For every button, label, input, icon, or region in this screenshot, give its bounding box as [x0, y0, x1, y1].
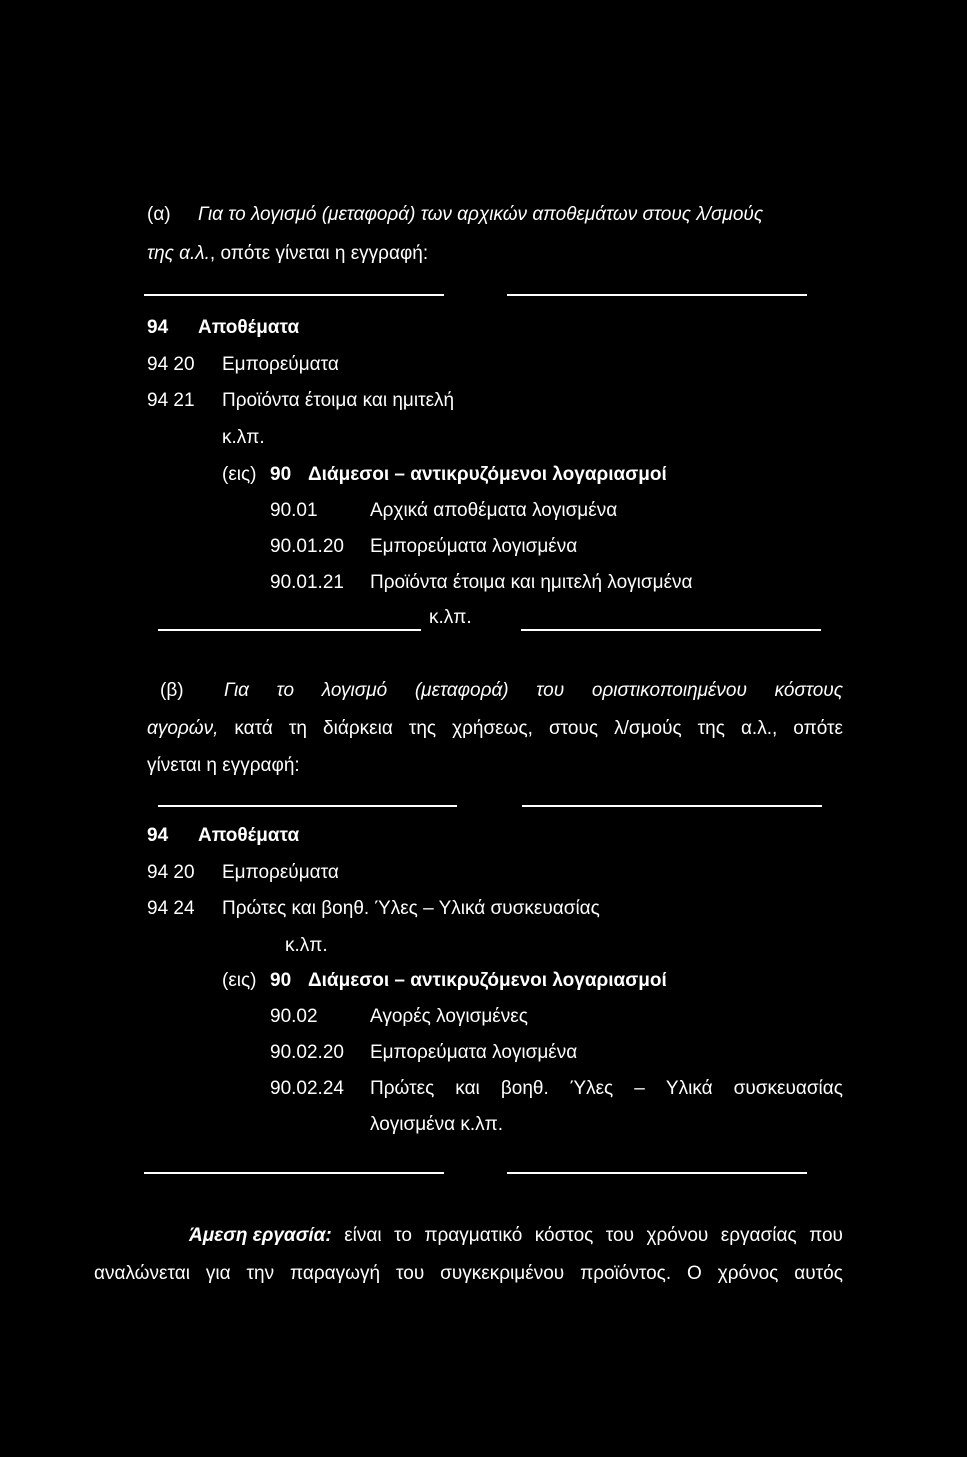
- a-credit-main-name: Διάμεσοι – αντικρυζόμενοι λογαριασμοί: [308, 464, 667, 485]
- footer-word: του: [605, 1225, 634, 1246]
- footer-word: συγκεκριμένου: [440, 1263, 565, 1284]
- footer-word: παραγωγή: [290, 1263, 381, 1284]
- debit-rule-top: [144, 294, 444, 296]
- a-credit-sub2-name: Εμπορεύματα λογισμένα: [370, 536, 578, 557]
- b-debit-sub1-code: 94 20: [147, 862, 195, 883]
- footer-word: εργασίας: [720, 1225, 797, 1246]
- b-credit-sub3-name: [370, 1079, 843, 1098]
- footer-word: το: [394, 1225, 412, 1246]
- b-intro-word: λογισμό: [321, 680, 388, 701]
- b-intro-word: Για: [224, 680, 250, 701]
- b-intro-word: κατά: [234, 718, 273, 739]
- a-debit-sub1-name: Εμπορεύματα: [222, 354, 339, 375]
- a-credit-sub1-code: 90.01: [270, 500, 318, 521]
- a-debit-sub2-code: 94 21: [147, 390, 195, 411]
- footer-word: χρόνος: [717, 1263, 779, 1284]
- b-credit-sub2-name: Εμπορεύματα λογισμένα: [370, 1042, 578, 1063]
- a-credit-etc: κ.λπ.: [429, 607, 472, 628]
- b-intro-word: το: [276, 680, 295, 701]
- section-b-intro-line2: [147, 719, 843, 738]
- b-credit-sub3-word: Υλικά: [665, 1078, 713, 1099]
- b-credit-sub3-cont: λογισμένα κ.λπ.: [370, 1114, 504, 1135]
- footer-word: αναλώνεται: [94, 1263, 190, 1284]
- b-credit-sub3-word: Πρώτες: [370, 1078, 435, 1099]
- b-intro-word: (μεταφορά): [414, 680, 509, 701]
- b-intro-word: του: [536, 680, 565, 701]
- b-credit-main-code: 90: [270, 970, 292, 991]
- b-debit-main-code: 94: [147, 825, 169, 846]
- credit-rule-bottom-b: [507, 1172, 807, 1174]
- b-intro-word: της: [697, 718, 725, 739]
- footer-word: Ο: [687, 1263, 702, 1284]
- a-debit-main-code: 94: [147, 317, 169, 338]
- b-debit-sub1-name: Εμπορεύματα: [222, 862, 339, 883]
- footer-word: προϊόντος.: [580, 1263, 672, 1284]
- b-credit-sub1-code: 90.02: [270, 1006, 318, 1027]
- b-credit-sub2-code: 90.02.20: [270, 1042, 344, 1063]
- b-credit-sub3-word: –: [634, 1078, 645, 1099]
- b-intro-word: λ/σμούς: [614, 718, 682, 739]
- b-credit-sub3-word: και: [455, 1078, 480, 1099]
- footer-line2: [94, 1264, 843, 1283]
- a-debit-sub2-name: Προϊόντα έτοιμα και ημιτελή: [222, 390, 455, 411]
- a-credit-sub3-code: 90.01.21: [270, 572, 344, 593]
- section-a-intro-rest: , οπότε γίνεται η εγγραφή:: [209, 243, 429, 264]
- footer-word: που: [809, 1225, 843, 1246]
- b-intro-word: κόστους: [774, 680, 843, 701]
- b-credit-sub3-word: συσκευασίας: [733, 1078, 843, 1099]
- a-debit-sub1-code: 94 20: [147, 354, 195, 375]
- debit-rule-top-b: [158, 805, 457, 807]
- footer-word: είναι: [344, 1225, 382, 1246]
- b-intro-word: τη: [288, 718, 307, 739]
- a-credit-sub2-code: 90.01.20: [270, 536, 344, 557]
- section-b-label: (β): [160, 680, 184, 701]
- b-debit-etc: κ.λπ.: [285, 935, 328, 956]
- b-credit-sub3-code: 90.02.24: [270, 1078, 344, 1099]
- a-credit-sub3-name: Προϊόντα έτοιμα και ημιτελή λογισμένα: [370, 572, 693, 593]
- footer-word: την: [246, 1263, 275, 1284]
- b-intro-word: οριστικοποιημένου: [591, 680, 747, 701]
- b-intro-word: αγορών,: [147, 718, 219, 739]
- section-b-intro-line3: γίνεται η εγγραφή:: [147, 755, 300, 776]
- b-debit-main-name: Αποθέματα: [198, 825, 300, 846]
- b-credit-prefix: (εις): [222, 970, 257, 991]
- footer-word: για: [205, 1263, 231, 1284]
- b-intro-word: χρήσεως,: [452, 718, 533, 739]
- credit-rule-bottom-a: [521, 629, 821, 631]
- b-debit-sub2-code: 94 24: [147, 898, 195, 919]
- section-a-label: (α): [147, 204, 171, 225]
- section-a-intro-line2: [147, 244, 428, 263]
- a-debit-main-name: Αποθέματα: [198, 317, 300, 338]
- credit-rule-top-b: [522, 805, 822, 807]
- section-b-intro-line1: [224, 681, 843, 700]
- b-intro-word: οπότε: [793, 718, 843, 739]
- footer-word: κόστος: [534, 1225, 594, 1246]
- b-intro-word: διάρκεια: [323, 718, 393, 739]
- footer-word: χρόνου: [646, 1225, 709, 1246]
- footer-term: Άμεση εργασία:: [189, 1225, 332, 1246]
- debit-rule-bottom-b: [144, 1172, 444, 1174]
- b-credit-sub3-word: Ύλες: [569, 1078, 614, 1099]
- b-credit-main-name: Διάμεσοι – αντικρυζόμενοι λογαριασμοί: [308, 970, 667, 991]
- b-debit-sub2-name: Πρώτες και βοηθ. Ύλες – Υλικά συσκευασίας: [222, 898, 600, 919]
- b-intro-word: στους: [548, 718, 599, 739]
- debit-rule-bottom-a: [158, 629, 421, 631]
- footer-word: του: [396, 1263, 425, 1284]
- b-credit-sub1-name: Αγορές λογισμένες: [370, 1006, 528, 1027]
- a-debit-etc: κ.λπ.: [222, 427, 265, 448]
- b-credit-sub3-word: βοηθ.: [500, 1078, 549, 1099]
- credit-rule-top: [507, 294, 807, 296]
- a-credit-prefix: (εις): [222, 464, 257, 485]
- a-credit-main-code: 90: [270, 464, 292, 485]
- footer-word: πραγματικό: [424, 1225, 523, 1246]
- footer-word: αυτός: [794, 1263, 843, 1284]
- footer-line1: [189, 1226, 843, 1245]
- b-intro-word: της: [408, 718, 437, 739]
- b-intro-word: α.λ.,: [740, 718, 778, 739]
- a-credit-sub1-name: Αρχικά αποθέματα λογισμένα: [370, 500, 618, 521]
- section-a-intro-abbrev: της α.λ.: [147, 243, 210, 264]
- section-a-intro-line1: Για το λογισμό (μεταφορά) των αρχικών αποθεμάτων στους λ/σμούς: [198, 204, 764, 225]
